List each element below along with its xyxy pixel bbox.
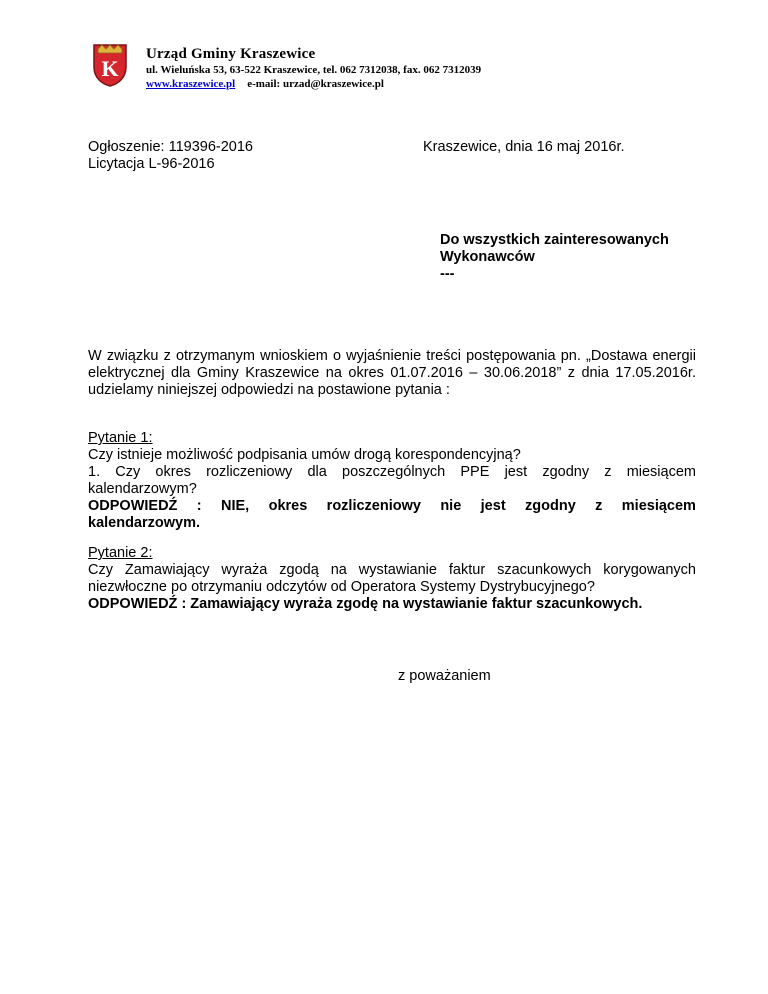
- crest-letter: K: [101, 56, 119, 81]
- answer-word: :: [196, 498, 202, 514]
- question-1: [88, 430, 696, 532]
- question-1-answer-end: kalendarzowym.: [88, 515, 201, 531]
- answer-word: miesiącem: [621, 498, 696, 514]
- office-address: ul. Wieluńska 53, 63-522 Kraszewice, tel. 062 7312038, fax. 062 7312039: [146, 64, 482, 76]
- question-1-heading: Pytanie 1:: [88, 430, 153, 446]
- question-1-line-2: 1. Czy okres rozliczeniowy dla poszczególnych PPE jest zgodny z miesiącem kalendarzowym?: [88, 464, 696, 497]
- municipal-crest-icon: [90, 41, 130, 87]
- question-1-answer: [88, 498, 696, 515]
- question-1-line-1: Czy istnieje możliwość podpisania umów drogą korespondencyjną?: [88, 447, 521, 463]
- answer-word: okres: [268, 498, 308, 514]
- answer-word: rozliczeniowy: [326, 498, 421, 514]
- question-2-line-1: Czy Zamawiający wyraża zgodą na wystawianie faktur szacunkowych korygowanych niezwłoczne po otrzymaniu odczytów od Operatora Systemy Dystrybucyjnego?: [88, 562, 696, 595]
- addressee-line2: Wykonawców: [440, 249, 535, 265]
- office-email: e-mail: urzad@kraszewice.pl: [247, 78, 384, 90]
- auction-number: Licytacja L-96-2016: [88, 156, 215, 172]
- office-name: Urząd Gminy Kraszewice: [146, 46, 316, 62]
- question-2-heading: Pytanie 2:: [88, 545, 153, 561]
- answer-word: nie: [440, 498, 462, 514]
- announcement-number: Ogłoszenie: 119396-2016: [88, 139, 253, 155]
- document-meta: [88, 139, 253, 173]
- closing-phrase: z poważaniem: [398, 668, 491, 684]
- question-2-answer: ODPOWIEDŹ : Zamawiający wyraża zgodę na wystawianie faktur szacunkowych.: [88, 596, 643, 612]
- answer-word: z: [595, 498, 603, 514]
- website-link[interactable]: www.kraszewice.pl: [146, 78, 236, 90]
- place-date: Kraszewice, dnia 16 maj 2016r.: [423, 139, 625, 155]
- answer-word: zgodny: [525, 498, 576, 514]
- answer-word: NIE,: [221, 498, 250, 514]
- addressee-block: [440, 232, 669, 283]
- answer-word: jest: [480, 498, 506, 514]
- question-2: [88, 545, 696, 613]
- answer-word: ODPOWIEDŹ: [88, 498, 178, 514]
- intro-paragraph: W związku z otrzymanym wnioskiem o wyjaśnienie treści postępowania pn. „Dostawa energii elektrycznej dla Gminy Kraszewice na okres 01.07.2016 – 30.06.2018” z dnia 17.05.2016r. udzielamy niniejszej odpowiedzi na postawione pytania :: [88, 348, 696, 398]
- office-contact: [146, 78, 384, 90]
- addressee-line3: ---: [440, 266, 455, 282]
- addressee-line1: Do wszystkich zainteresowanych: [440, 232, 669, 248]
